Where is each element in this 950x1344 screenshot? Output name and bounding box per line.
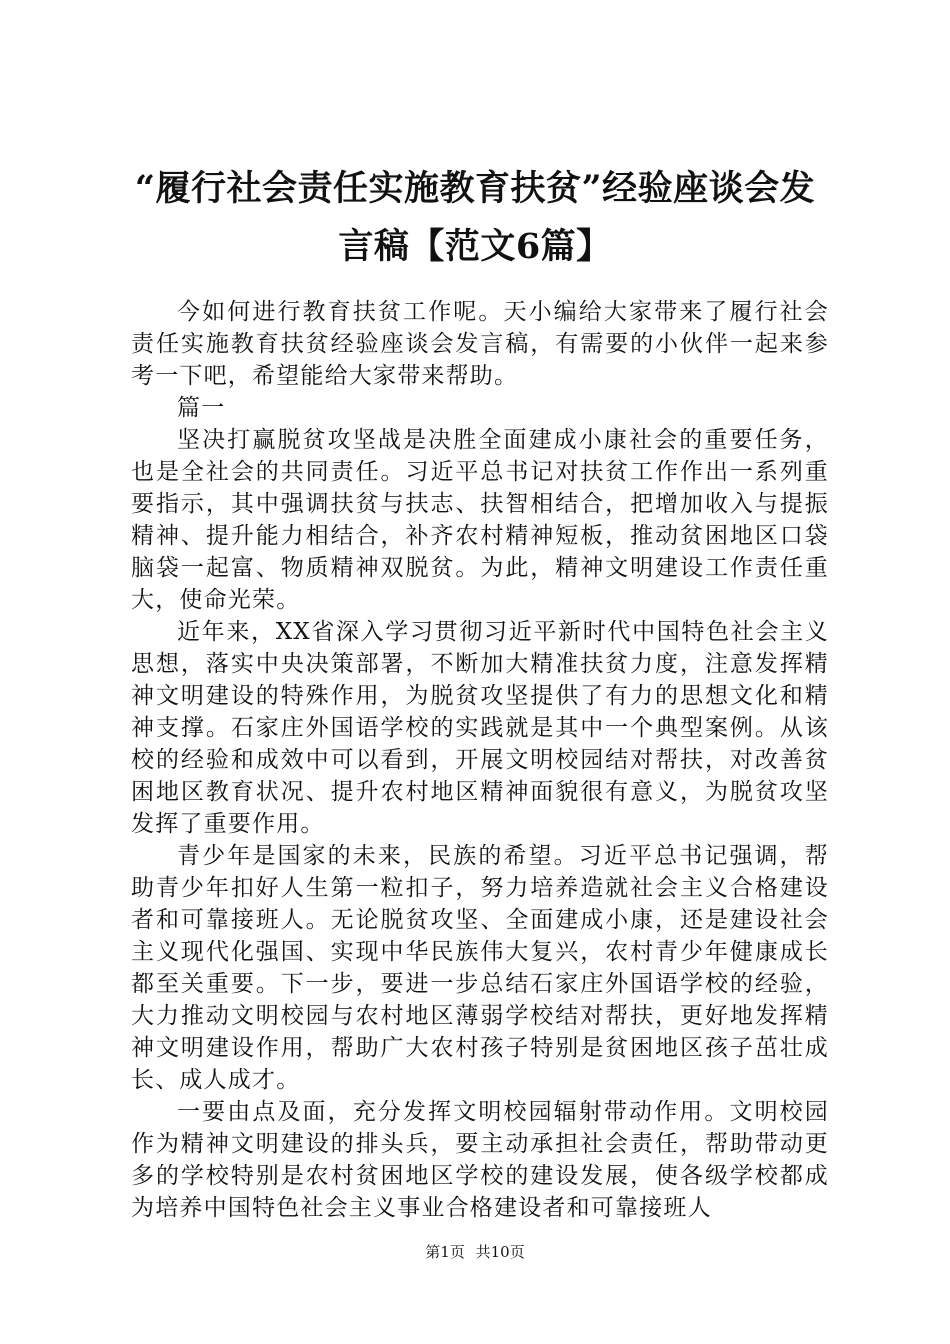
paragraph: 一要由点及面，充分发挥文明校园辐射带动作用。文明校园作为精神文明建设的排头兵，要主动承担社会责任，帮助带动更多的学校特别是农村贫困地区学校的建设发展，使各级学校都成为培养中国特色社会主义事业合格建设者和可靠接班人 [131,1099,829,1221]
paragraph-intro: 今如何进行教育扶贫工作呢。天小编给大家带来了履行社会责任实施教育扶贫经验座谈会发言稿，有需要的小伙伴一起来参考一下吧，希望能给大家带来帮助。 [131,299,829,389]
page-number-current: 第1页 [425,1243,465,1261]
paragraph: 坚决打赢脱贫攻坚战是决胜全面建成小康社会的重要任务，也是全社会的共同责任。习近平总书记对扶贫工作作出一系列重要指示，其中强调扶贫与扶志、扶智相结合，把增加收入与提振精神、提升能力相结合，补齐农村精神短板，推动贫困地区口袋脑袋一起富、物质精神双脱贫。为此，精神文明建设工作责任重大，使命光荣。 [131,427,829,613]
page-footer [0,1242,950,1262]
document-title: “履行社会责任实施教育扶贫”经验座谈会发言稿【范文6篇】 [134,168,816,267]
page-number-total: 共10页 [475,1243,525,1261]
section-heading: 篇一 [177,395,226,421]
paragraph: 近年来，XX省深入学习贯彻习近平新时代中国特色社会主义思想，落实中央决策部署，不断加大精准扶贫力度，注意发挥精神文明建设的特殊作用，为脱贫攻坚提供了有力的思想文化和精神支撑。石家庄外国语学校的实践就是其中一个典型案例。从该校的经验和成效中可以看到，开展文明校园结对帮扶，对改善贫困地区教育状况、提升农村地区精神面貌很有意义，为脱贫攻坚发挥了重要作用。 [131,619,829,837]
document-body [131,296,829,1224]
paragraph: 青少年是国家的未来，民族的希望。习近平总书记强调，帮助青少年扣好人生第一粒扣子，努力培养造就社会主义合格建设者和可靠接班人。无论脱贫攻坚、全面建成小康，还是建设社会主义现代化强国、实现中华民族伟大复兴，农村青少年健康成长都至关重要。下一步，要进一步总结石家庄外国语学校的经验，大力推动文明校园与农村地区薄弱学校结对帮扶，更好地发挥精神文明建设作用，帮助广大农村孩子特别是贫困地区孩子茁壮成长、成人成才。 [131,843,829,1093]
